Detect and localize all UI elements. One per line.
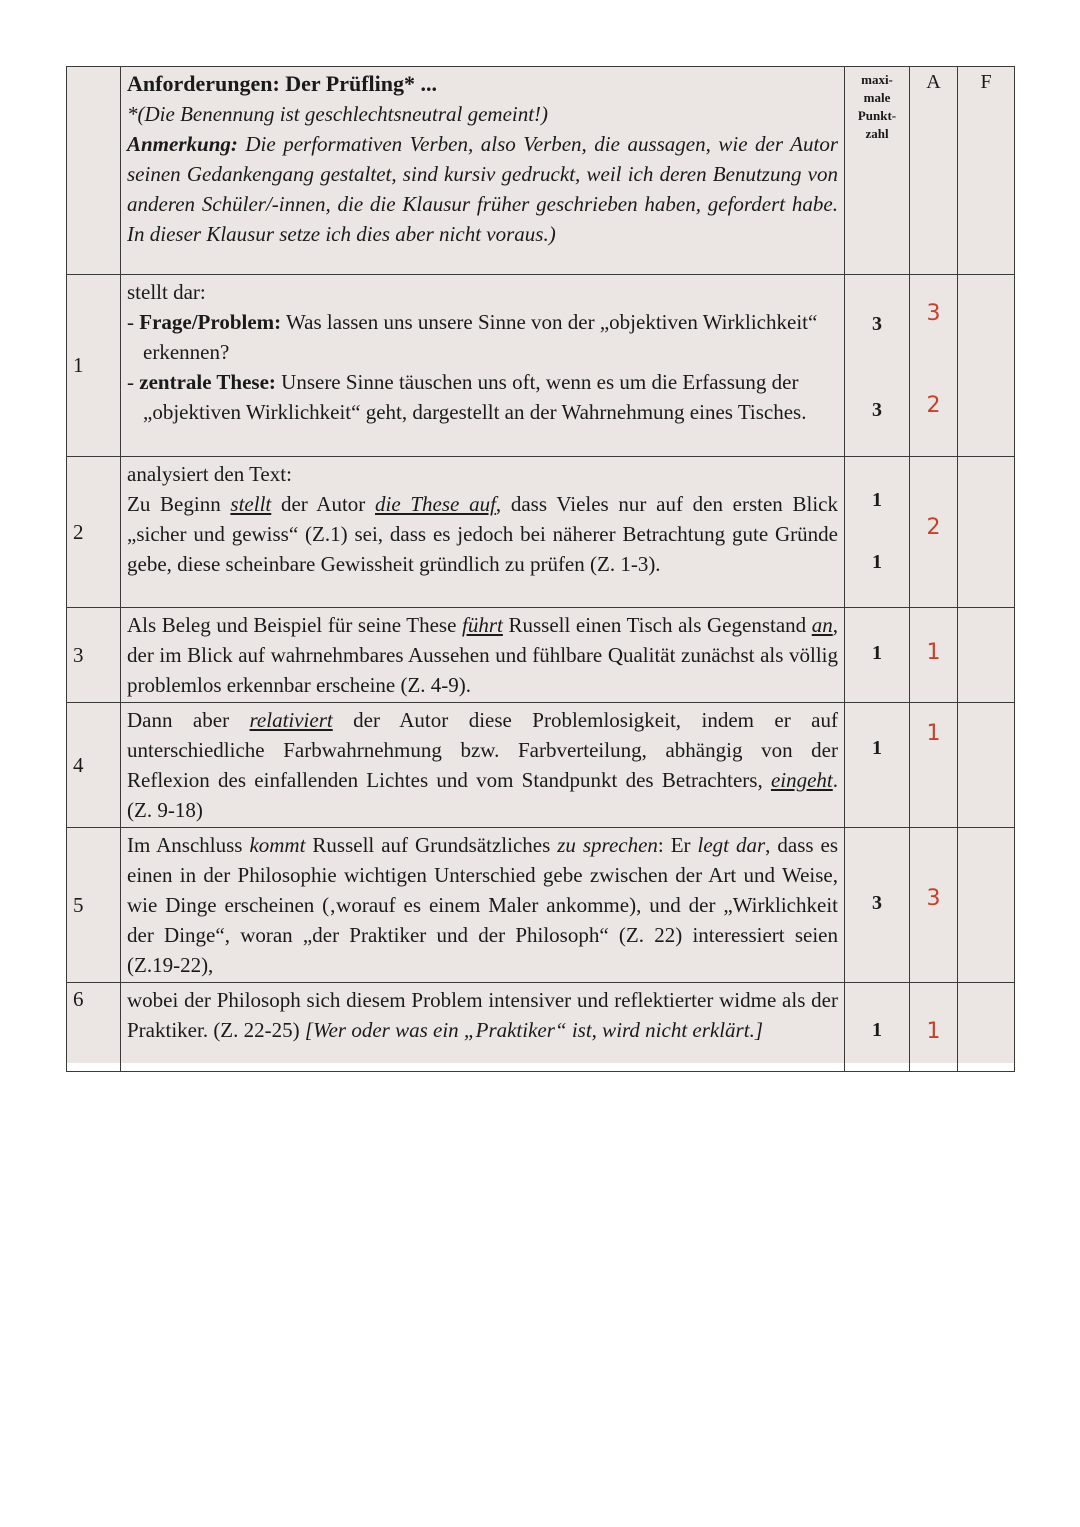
rubric-row-5: [67, 828, 1015, 983]
requirement-text: Im Anschluss kommt Russell auf Grundsätzliches zu sprechen: Er legt dar, dass es einen in der Philosophie wichtigen Unterschied gebe zwischen der Art und Weise, wie Dinge erscheinen (‚worauf es einem Maler ankomme), und der „Wirklichkeit der Dinge“, woran „der Praktiker und der Philosoph“ (Z. 22) interessiert seien (Z.19-22),: [121, 828, 845, 983]
f-cell: [958, 457, 1015, 608]
column-a-header: A: [910, 67, 958, 275]
awarded-points: 3: [910, 828, 958, 983]
requirement-text: analysiert den Text: Zu Beginn stellt der Autor die These auf, dass Vieles nur auf den ersten Blick „sicher und gewiss“ (Z.1) sei, dass es jedoch bei näherer Betrachtung gute Gründe gebe, diese scheinbare Gewissheit gründlich zu prüfen (Z. 1-3).: [121, 457, 845, 608]
rubric-row-2: [67, 457, 1015, 608]
header-row: [67, 67, 1015, 275]
requirement-text: Dann aber relativiert der Autor diese Problemlosigkeit, indem er auf unterschiedliche Farbwahrnehmung bzw. Farbverteilung, abhängig von der Reflexion des einfallenden Lichtes und vom Standpunkt des Betrachters, eingeht. (Z. 9-18): [121, 703, 845, 828]
requirement-text: Als Beleg und Beispiel für seine These führt Russell einen Tisch als Gegenstand an, der im Blick auf wahrnehmbares Aussehen und fühlbare Qualität zunächst als völlig problemlos erkennbar erscheine (Z. 4-9).: [121, 608, 845, 703]
max-points: 1: [845, 608, 910, 703]
max-points: 3 3: [845, 275, 910, 457]
rubric-row-1: [67, 275, 1015, 457]
gender-note: *(Die Benennung ist geschlechtsneutral gemeint!): [127, 102, 549, 126]
max-points-header: maxi- male Punkt- zahl: [845, 67, 910, 275]
f-cell: [958, 608, 1015, 703]
f-cell: [958, 703, 1015, 828]
row-number: 4: [67, 703, 121, 828]
row-number: 6: [67, 983, 121, 1072]
f-cell: [958, 275, 1015, 457]
header-title: Anforderungen: Der Prüfling* ...: [127, 71, 438, 96]
awarded-points: 1: [910, 703, 958, 828]
awarded-points: 3 2: [910, 275, 958, 457]
awarded-points: 2: [910, 457, 958, 608]
awarded-points: 1: [910, 608, 958, 703]
rubric-row-3: [67, 608, 1015, 703]
row-number: 5: [67, 828, 121, 983]
annotation-note: Anmerkung: Die performativen Verben, also Verben, die aussagen, wie der Autor seinen Gedankengang gestaltet, sind kursiv gedruckt, weil ich deren Benutzung von anderen Schüler/-innen, die die Klausur früher geschrieben haben, gefordert habe. In dieser Klausur setze ich dies aber nicht voraus.): [127, 132, 838, 246]
row-number: 3: [67, 608, 121, 703]
grading-rubric-table: [66, 66, 1015, 1072]
column-f-header: F: [958, 67, 1015, 275]
rubric-row-4: [67, 703, 1015, 828]
row-number-cell: [67, 67, 121, 275]
max-points: 1: [845, 703, 910, 828]
requirement-text: stellt dar: - Frage/Problem: Was lassen uns unsere Sinne von der „objektiven Wirklichkeit“ erkennen? - zentrale These: Unsere Sinne täuschen uns oft, wenn es um die Erfassung der „objektiven Wirklichkeit“ geht, dargestellt an der Wahrnehmung eines Tisches.: [121, 275, 845, 457]
row-number: 2: [67, 457, 121, 608]
f-cell: [958, 828, 1015, 983]
max-points: 1 1: [845, 457, 910, 608]
max-points: 3: [845, 828, 910, 983]
f-cell: [958, 983, 1015, 1072]
max-points: 1: [845, 983, 910, 1072]
row-number: 1: [67, 275, 121, 457]
requirements-header: [121, 67, 845, 275]
rubric-row-6: [67, 983, 1015, 1072]
requirement-text: wobei der Philosoph sich diesem Problem intensiver und reflektierter widme als der Praktiker. (Z. 22-25) [Wer oder was ein „Praktiker“ ist, wird nicht erklärt.]: [121, 983, 845, 1072]
awarded-points: 1: [910, 983, 958, 1072]
